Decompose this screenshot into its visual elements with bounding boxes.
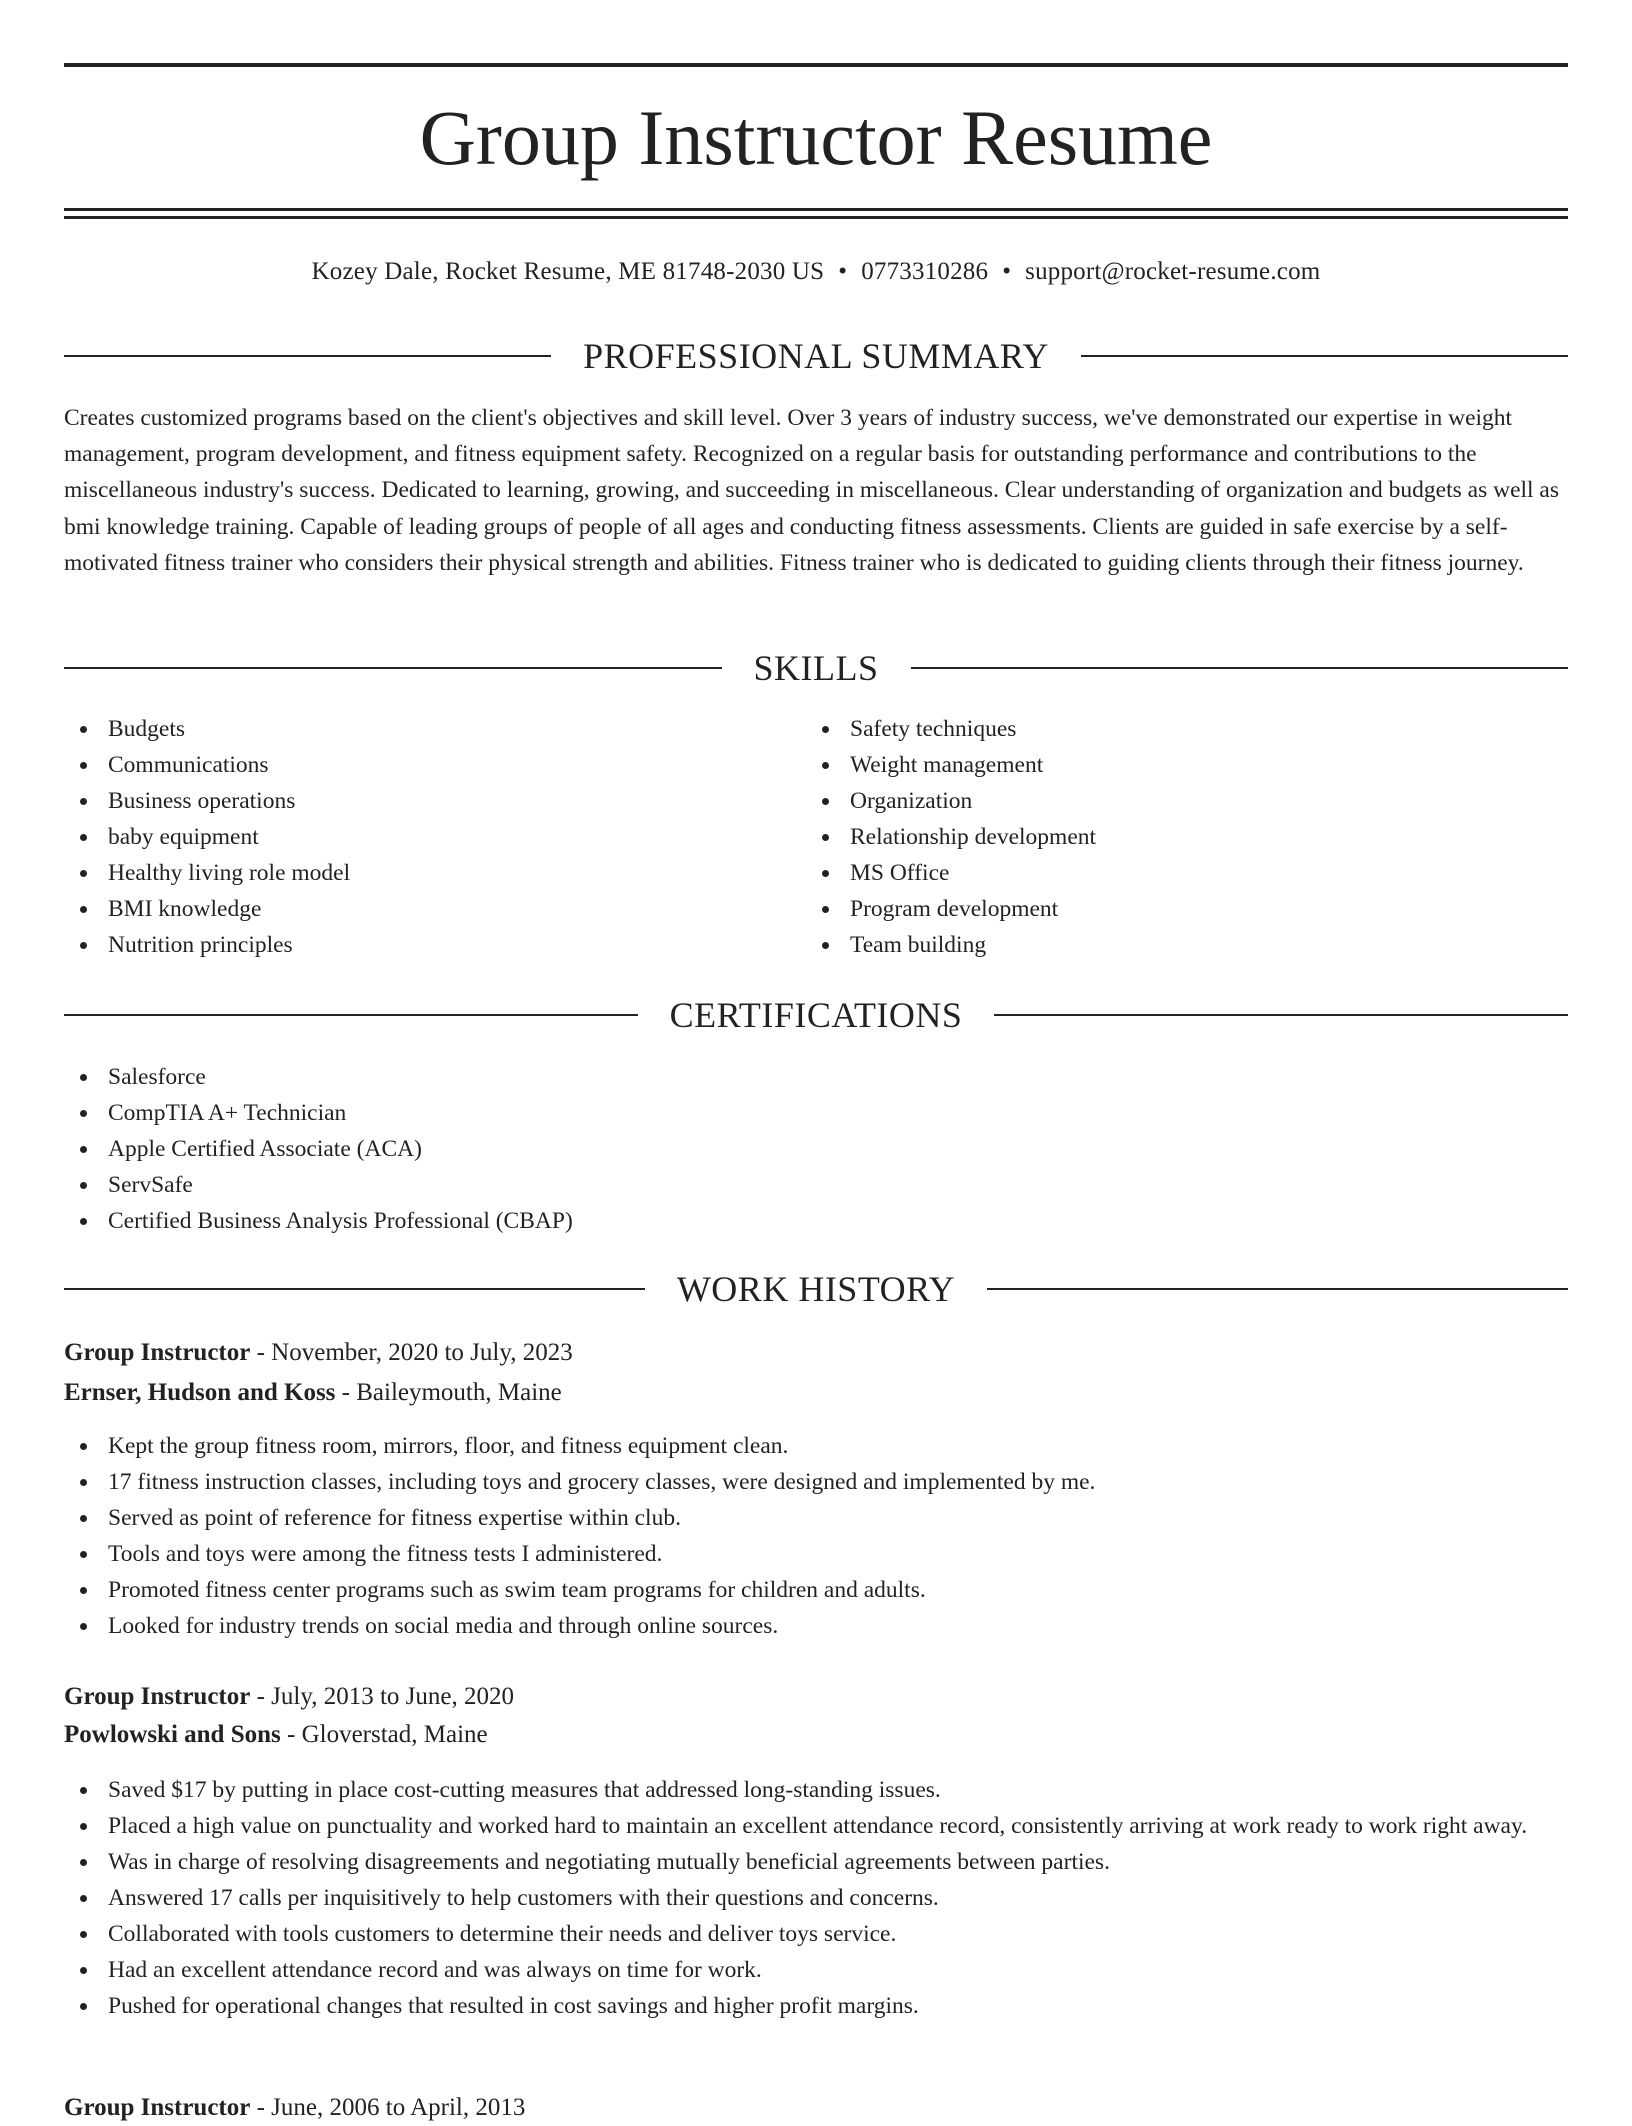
heading-rule	[64, 667, 722, 669]
heading-rule	[994, 1014, 1568, 1016]
job-bullet: Answered 17 calls per inquisitively to help customers with their questions and concerns.	[64, 1880, 1568, 1916]
header-bottom-rule-second	[64, 216, 1568, 219]
certification-item: CompTIA A+ Technician	[64, 1095, 1568, 1131]
job-title: Group Instructor	[64, 1339, 251, 1366]
summary-heading-label: PROFESSIONAL SUMMARY	[583, 336, 1049, 376]
job-company: Ernser, Hudson and Koss	[64, 1379, 336, 1406]
job-dates: - July, 2013 to June, 2020	[250, 1683, 515, 1710]
job-company: Powlowski and Sons	[64, 1721, 281, 1748]
contact-separator: •	[838, 258, 848, 285]
contact-separator: •	[1002, 258, 1012, 285]
job-title-line	[64, 1679, 1568, 1715]
certification-item: Salesforce	[64, 1059, 1568, 1095]
skill-item: Organization	[806, 783, 1568, 819]
skill-item: MS Office	[806, 855, 1568, 891]
heading-rule	[64, 355, 551, 357]
heading-rule	[911, 667, 1569, 669]
skill-item: Weight management	[806, 747, 1568, 783]
skill-item: Communications	[64, 747, 804, 783]
job-company-line	[64, 1375, 1568, 1411]
skill-item: Program development	[806, 891, 1568, 927]
certification-item: ServSafe	[64, 1167, 1568, 1203]
job-bullet: Collaborated with tools customers to determine their needs and deliver toys service.	[64, 1916, 1568, 1952]
summary-text: Creates customized programs based on the client's objectives and skill level. Over 3 years of industry success, we've demonstrated our expertise in weight management, program development, and fitness equipment safety. Recognized on a regular basis for outstanding performance and contributions to the miscellaneous industry's success. Dedicated to learning, growing, and succeeding in miscellaneous. Clear understanding of organization and budgets as well as bmi knowledge training. Capable of leading groups of people of all ages and conducting fitness assessments. Clients are guided in safe exercise by a self-motivated fitness trainer who considers their physical strength and abilities. Fitness trainer who is dedicated to guiding clients through their fitness journey.	[64, 405, 1560, 576]
certifications-list	[64, 1059, 1568, 1239]
job-bullet: Looked for industry trends on social media and through online sources.	[64, 1608, 1568, 1644]
skill-item: Relationship development	[806, 819, 1568, 855]
job-bullets	[64, 1772, 1568, 2024]
job-bullet: 17 fitness instruction classes, including toys and grocery classes, were designed and implemented by me.	[64, 1464, 1568, 1500]
job-bullet: Pushed for operational changes that resulted in cost savings and higher profit margins.	[64, 1988, 1568, 2024]
job-bullet: Placed a high value on punctuality and worked hard to maintain an excellent attendance record, consistently arriving at work ready to work right away.	[64, 1808, 1568, 1844]
heading-rule	[987, 1288, 1568, 1290]
contact-address: Kozey Dale, Rocket Resume, ME 81748-2030 US	[311, 258, 825, 285]
skill-item: Business operations	[64, 783, 804, 819]
job-bullet: Was in charge of resolving disagreements and negotiating mutually beneficial agreements between parties.	[64, 1844, 1568, 1880]
job-location: - Baileymouth, Maine	[335, 1379, 562, 1406]
job-dates: - November, 2020 to July, 2023	[250, 1339, 573, 1366]
job-company-line	[64, 1717, 1568, 1753]
job-title: Group Instructor	[64, 1683, 251, 1710]
job-title-line	[64, 2090, 1568, 2126]
header-bottom-rule	[64, 208, 1568, 211]
certification-item: Certified Business Analysis Professional (CBAP)	[64, 1203, 1568, 1239]
contact-email: support@rocket-resume.com	[1025, 258, 1321, 285]
job-bullet: Had an excellent attendance record and was always on time for work.	[64, 1952, 1568, 1988]
job-bullet: Kept the group fitness room, mirrors, floor, and fitness equipment clean.	[64, 1428, 1568, 1464]
work-history-heading-label: WORK HISTORY	[676, 1269, 956, 1309]
skill-item: Nutrition principles	[64, 927, 804, 963]
skill-item: Budgets	[64, 711, 804, 747]
skill-item: Team building	[806, 927, 1568, 963]
header-top-rule	[64, 63, 1568, 67]
certifications-heading	[64, 993, 1568, 1037]
skills-heading	[64, 646, 1568, 690]
skills-heading-label: SKILLS	[753, 648, 879, 688]
contact-phone: 0773310286	[861, 258, 989, 285]
job-bullet: Promoted fitness center programs such as swim team programs for children and adults.	[64, 1572, 1568, 1608]
skills-list-left	[64, 711, 804, 963]
job-location: - Gloverstad, Maine	[280, 1721, 488, 1748]
skills-list-right	[806, 711, 1568, 963]
resume-title: Group Instructor Resume	[419, 94, 1213, 181]
skill-item: BMI knowledge	[64, 891, 804, 927]
heading-rule	[64, 1288, 645, 1290]
skill-item: Safety techniques	[806, 711, 1568, 747]
heading-rule	[1081, 355, 1568, 357]
work-history-heading	[64, 1267, 1568, 1311]
job-title-line	[64, 1335, 1568, 1371]
job-bullet: Saved $17 by putting in place cost-cutting measures that addressed long-standing issues.	[64, 1772, 1568, 1808]
certifications-heading-label: CERTIFICATIONS	[669, 995, 963, 1035]
certification-item: Apple Certified Associate (ACA)	[64, 1131, 1568, 1167]
summary-heading	[64, 334, 1568, 378]
job-bullets	[64, 1428, 1568, 1644]
job-dates: - June, 2006 to April, 2013	[250, 2094, 526, 2121]
heading-rule	[64, 1014, 638, 1016]
skill-item: Healthy living role model	[64, 855, 804, 891]
job-bullet: Served as point of reference for fitness expertise within club.	[64, 1500, 1568, 1536]
skill-item: baby equipment	[64, 819, 804, 855]
contact-line	[64, 254, 1568, 290]
job-title: Group Instructor	[64, 2094, 251, 2121]
job-bullet: Tools and toys were among the fitness tests I administered.	[64, 1536, 1568, 1572]
